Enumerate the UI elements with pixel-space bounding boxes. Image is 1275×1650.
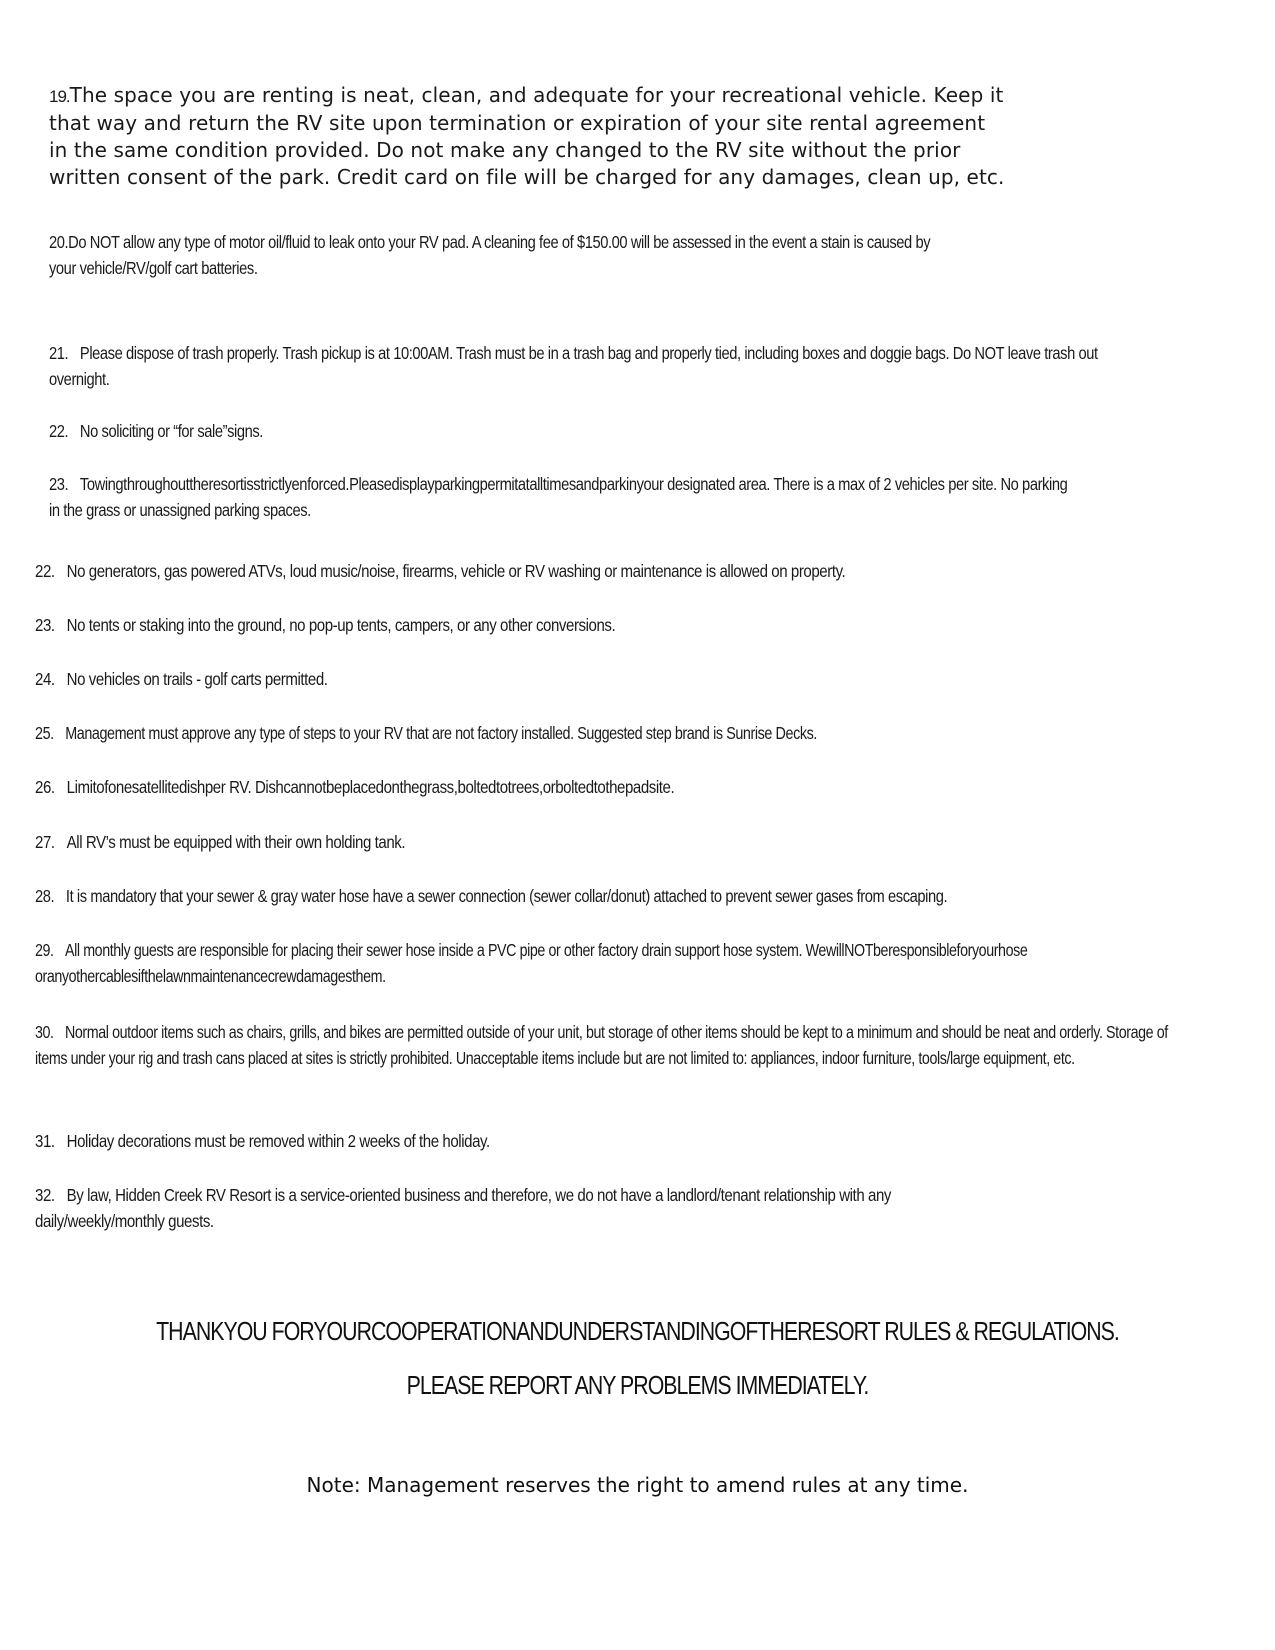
rule-number: 22. — [35, 561, 55, 581]
rule-text: By law, Hidden Creek RV Resort is a service-oriented business and therefore, we do not have a landlord/tenant relationship with any daily/weekly/monthly guests. — [35, 1185, 891, 1231]
rule-item — [49, 418, 973, 444]
closing-report-problems: PLEASE REPORT ANY PROBLEMS IMMEDIATELY. — [406, 1370, 869, 1400]
rule-number: 21. — [49, 343, 69, 363]
rule-text: All monthly guests are responsible for placing their sewer hose inside a PVC pipe or other factory drain support hose system. WewillNOTberesponsibleforyourhose oranyothercablesifthelawnmaintenancecrewdamagesthem. — [35, 940, 1028, 986]
rule-text: No tents or staking into the ground, no pop-up tents, campers, or any other conversions. — [66, 615, 616, 635]
rule-item — [35, 1128, 1153, 1154]
rule-text: All RV’s must be equipped with their own holding tank. — [66, 832, 406, 852]
rule-number: 28. — [35, 886, 55, 906]
rule-number: 20. — [49, 232, 69, 252]
rule-number: 22. — [49, 421, 69, 441]
rule-item — [35, 1182, 1015, 1234]
rule-item — [49, 471, 1070, 523]
rule-text: Please dispose of trash properly. Trash pickup is at 10:00AM. Trash must be in a trash bag and properly tied, including boxes and doggie bags. Do NOT leave trash out overnight. — [49, 343, 1098, 389]
closing-thank-you: THANKYOU FORYOURCOOPERATIONANDUNDERSTANDINGOFTHERESORT RULES & REGULATIONS. — [156, 1316, 1119, 1346]
rule-item — [35, 558, 1153, 584]
rule-number: 27. — [35, 832, 55, 852]
rule-text: No soliciting or “for sale”signs. — [79, 421, 263, 441]
rule-number: 23. — [49, 474, 69, 494]
rule-item — [35, 720, 1101, 746]
rule-number: 31. — [35, 1131, 55, 1151]
rule-item — [35, 612, 1153, 638]
management-note: Note: Management reserves the right to amend rules at any time. — [306, 1473, 969, 1497]
rule-item — [49, 229, 952, 281]
rule-text: The space you are renting is neat, clean, and adequate for your recreational vehicle. Keep it that way and return the RV site upon termination or expiration of your site rental agreement in the same condition provided. Do not make any changed to the RV site without the prior written consent of the park. Credit card on file will be charged for any damages, clean up, etc. — [49, 83, 1005, 189]
rule-text: Do NOT allow any type of motor oil/fluid to leak onto your RV pad. A cleaning fee of $150.00 will be assessed in the event a stain is caused by your vehicle/RV/golf cart batteries. — [49, 232, 931, 278]
rule-number: 24. — [35, 669, 55, 689]
rule-item — [35, 666, 1153, 692]
rule-item — [35, 937, 1176, 989]
rule-item — [35, 1019, 1176, 1071]
rule-number: 30. — [35, 1022, 54, 1042]
rule-number: 19. — [49, 87, 70, 106]
rule-number: 32. — [35, 1185, 55, 1205]
rule-number: 23. — [35, 615, 55, 635]
rule-text: Limitofonesatellitedishper RV. Dishcannotbeplacedonthegrass,boltedtotrees,orboltedtothepadsite. — [66, 777, 675, 797]
rule-item — [35, 774, 1153, 800]
rule-text: Normal outdoor items such as chairs, grills, and bikes are permitted outside of your unit, but storage of other items should be kept to a minimum and should be neat and orderly. Storage of items under your rig and trash cans placed at sites is strictly prohibited. Unacceptable items include but are not limited to: appliances, indoor furniture, tools/large equipment, etc. — [35, 1022, 1168, 1068]
rule-text: Management must approve any type of steps to your RV that are not factory installed. Suggested step brand is Sunrise Decks. — [65, 723, 817, 743]
rule-item — [35, 883, 1127, 909]
rule-number: 25. — [35, 723, 54, 743]
rule-item — [35, 829, 1153, 855]
rule-text: It is mandatory that your sewer & gray water hose have a sewer connection (sewer collar/donut) attached to prevent sewer gases from escaping. — [65, 886, 948, 906]
rule-item — [49, 340, 1154, 392]
rule-text: No vehicles on trails - golf carts permitted. — [66, 669, 328, 689]
rule-number: 26. — [35, 777, 55, 797]
rule-text: No generators, gas powered ATVs, loud music/noise, firearms, vehicle or RV washing or maintenance is allowed on property. — [66, 561, 846, 581]
rule-text: Towingthroughouttheresortisstrictlyenforced.Pleasedisplayparkingpermitatalltimesandparkinyour designated area. There is a max of 2 vehicles per site. No parking in the grass or unassigned parking spaces. — [49, 474, 1068, 520]
rule-text: Holiday decorations must be removed within 2 weeks of the holiday. — [66, 1131, 490, 1151]
rule-number: 29. — [35, 940, 54, 960]
rule-item — [49, 82, 1009, 191]
